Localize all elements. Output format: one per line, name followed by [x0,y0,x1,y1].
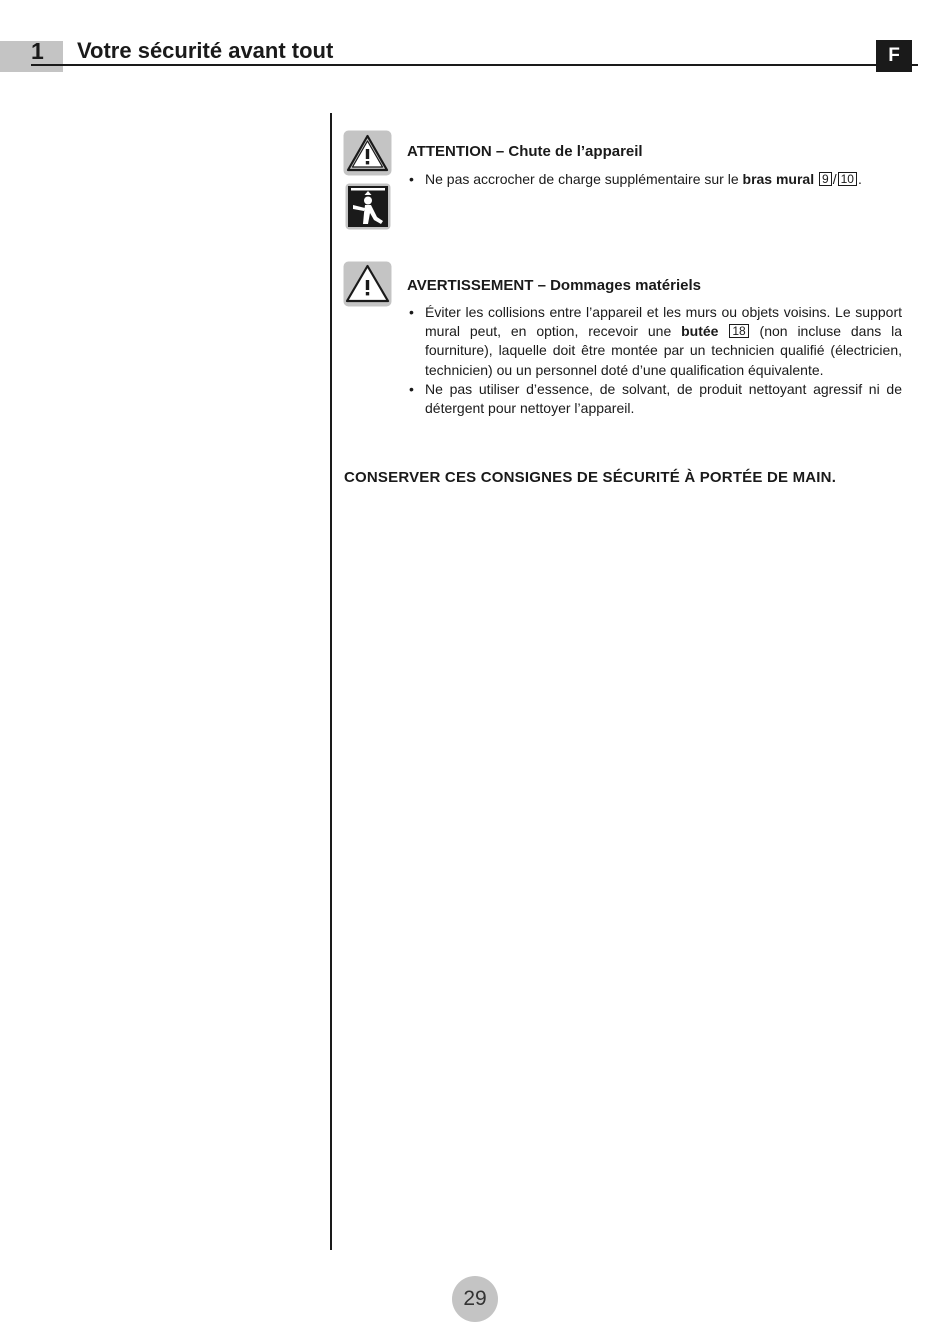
page-title: Votre sécurité avant tout [77,38,334,63]
bullet-text: Ne pas utiliser d’essence, de solvant, de produit nettoyant agressif ni de détergent pour nettoyer l’appareil. [425,380,902,417]
column-divider [330,113,332,1250]
reference-number: 9 [819,172,832,186]
page-number: 29 [452,1276,498,1322]
separator: / [832,171,837,187]
falling-load-icon [345,183,391,235]
list-item [407,380,902,418]
bullet-text: Éviter les collisions entre l’appareil et les murs ou objets voisins. Le support mural peut, en option, recevoir une [425,304,902,340]
language-badge: F [876,40,912,72]
attention-heading: ATTENTION – Chute de l’appareil [407,143,643,160]
list-item [407,170,902,189]
warning-triangle-icon [343,261,392,312]
section-number: 1 [31,38,44,64]
header-rule [31,64,918,66]
reference-number: 18 [729,324,748,338]
warning-heading: AVERTISSEMENT – Dommages matériels [407,277,701,294]
bullet-text: Ne pas accrocher de charge supplémentaire sur le [425,171,743,187]
keep-instructions-note: CONSERVER CES CONSIGNES DE SÉCURITÉ À PORTÉE DE MAIN. [344,469,837,486]
warning-bullet-list [407,303,902,418]
warning-triangle-icon [343,130,392,181]
bullet-text: . [857,171,862,187]
bullet-text: (non incluse dans la fourniture), laquelle doit être montée par un technicien qualifié (électricien, technicien) ou un personnel doté d’une qualification équivalente. [425,323,903,378]
attention-bullet-list [407,170,902,189]
list-item [407,303,902,380]
bold-term: butée [681,323,719,340]
reference-number: 10 [838,172,857,186]
bold-term: bras mural [742,171,815,187]
